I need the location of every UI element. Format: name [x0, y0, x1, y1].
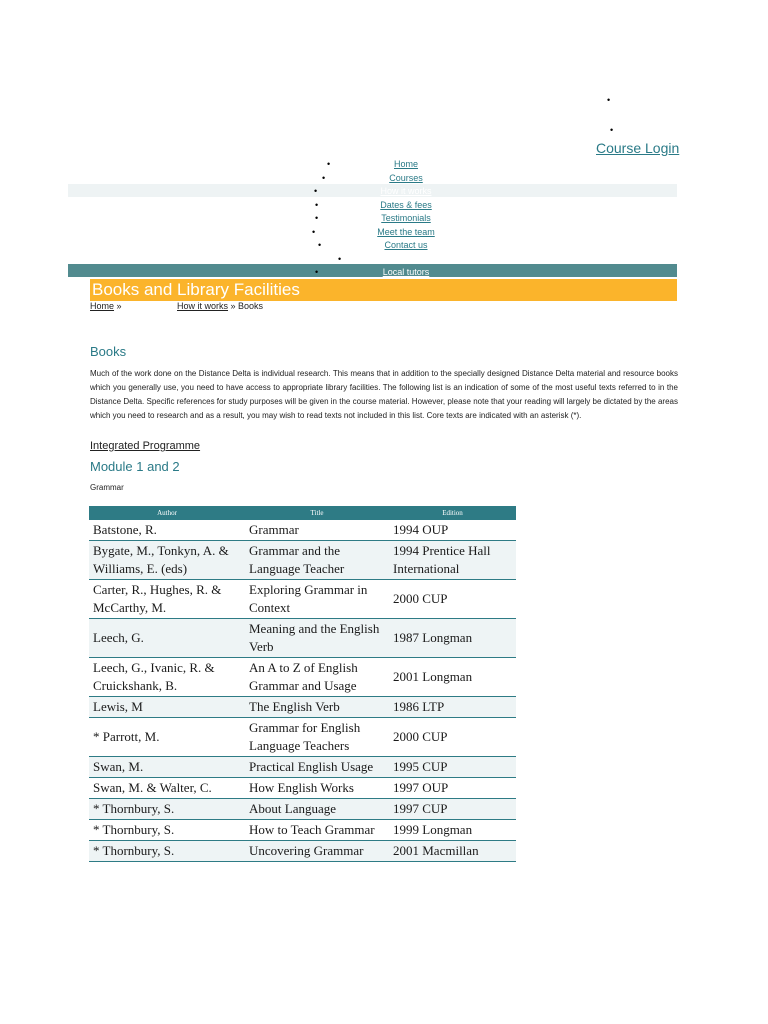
cell-author: Swan, M. & Walter, C. [89, 778, 245, 799]
nav-link-local-tutors[interactable]: Local tutors [382, 267, 430, 277]
cell-title: Grammar for English Language Teachers [245, 718, 389, 757]
nav-link-home[interactable]: Home [393, 159, 419, 169]
nav-bullet: • [318, 240, 322, 250]
page-title: Books and Library Facilities [92, 280, 300, 299]
table-row [89, 778, 516, 799]
integrated-programme-link[interactable]: Integrated Programme [90, 440, 201, 452]
nav-link-dates-fees[interactable]: Dates & fees [380, 200, 432, 210]
top-bullet: • [607, 95, 611, 105]
nav-bullet: • [338, 254, 342, 264]
cell-title: Practical English Usage [245, 757, 389, 778]
table-row [89, 718, 516, 757]
nav-item-contact-us [0, 238, 768, 252]
nav-item-meet-the-team [0, 225, 768, 239]
nav-bullet: • [315, 213, 319, 223]
cell-edition: 1987 Longman [389, 619, 516, 658]
cell-edition: 2001 Longman [389, 658, 516, 697]
intro-paragraph: Much of the work done on the Distance Delta is individual research. This means that in addition to the specially designed Distance Delta material and resource books which you generally use, you need to have access to appropriate library facilities. The following list is an indication of some of the most useful texts referred to in the Distance Delta. Specific references for study purposes will be given in the course material. However, please note that your reading will largely be dictated by the areas which you need to research and as a result, you may wish to read texts not included in this list. Core texts are indicated with an asterisk (*). [90, 369, 678, 420]
cell-author: Leech, G., Ivanic, R. & Cruickshank, B. [89, 658, 245, 697]
cell-author: Batstone, R. [89, 520, 245, 541]
cell-title: Grammar [245, 520, 389, 541]
cell-edition: 1994 OUP [389, 520, 516, 541]
cell-author: * Thornbury, S. [89, 841, 245, 862]
column-header-author: Author [89, 506, 245, 520]
nav-item-local-tutors [0, 265, 768, 279]
nav-bullet: • [315, 200, 319, 210]
cell-author: * Thornbury, S. [89, 820, 245, 841]
nav-item-courses [0, 171, 768, 185]
nav-bullet: • [322, 173, 326, 183]
cell-author: Lewis, M [89, 697, 245, 718]
cell-author: Swan, M. [89, 757, 245, 778]
top-bullet: • [610, 125, 614, 135]
nav-bullet: • [327, 159, 331, 169]
cell-title: Uncovering Grammar [245, 841, 389, 862]
cell-title: About Language [245, 799, 389, 820]
nav-link-testimonials[interactable]: Testimonials [381, 213, 431, 223]
cell-author: * Thornbury, S. [89, 799, 245, 820]
table-row [89, 820, 516, 841]
table-row [89, 799, 516, 820]
cell-title: An A to Z of English Grammar and Usage [245, 658, 389, 697]
cell-edition: 2001 Macmillan [389, 841, 516, 862]
cell-edition: 2000 CUP [389, 580, 516, 619]
nav-bullet: • [314, 186, 318, 196]
books-table [89, 506, 516, 862]
cell-title: The English Verb [245, 697, 389, 718]
nav-item-how-it-works [0, 184, 768, 198]
cell-author: Carter, R., Hughes, R. & McCarthy, M. [89, 580, 245, 619]
category-label: Grammar [90, 483, 124, 492]
cell-title: Meaning and the English Verb [245, 619, 389, 658]
table-row [89, 658, 516, 697]
table-header-row [89, 506, 516, 520]
cell-edition: 2000 CUP [389, 718, 516, 757]
cell-author: Bygate, M., Tonkyn, A. & Williams, E. (eds) [89, 541, 245, 580]
nav-link-how-it-works[interactable]: How it works [380, 186, 432, 196]
breadcrumb-home[interactable]: Home [90, 301, 115, 311]
nav-link-contact-us[interactable]: Contact us [384, 240, 428, 250]
cell-edition: 1999 Longman [389, 820, 516, 841]
nav-link-meet-the-team[interactable]: Meet the team [377, 227, 435, 237]
section-heading: Books [90, 344, 127, 359]
table-row [89, 697, 516, 718]
table-row [89, 541, 516, 580]
table-row [89, 520, 516, 541]
nav-item-empty [0, 252, 768, 266]
table-row [89, 580, 516, 619]
cell-edition: 1994 Prentice Hall International [389, 541, 516, 580]
table-row [89, 841, 516, 862]
nav-item-dates-fees [0, 198, 768, 212]
cell-edition: 1997 OUP [389, 778, 516, 799]
cell-title: How English Works [245, 778, 389, 799]
page-title-bar [90, 279, 677, 301]
breadcrumb-how-it-works[interactable]: How it works [177, 301, 229, 311]
cell-title: Grammar and the Language Teacher [245, 541, 389, 580]
course-login-link[interactable]: Course Login [596, 140, 680, 156]
cell-author: * Parrott, M. [89, 718, 245, 757]
nav-bullet: • [312, 227, 316, 237]
cell-author: Leech, G. [89, 619, 245, 658]
breadcrumb-current: » Books [228, 301, 264, 311]
column-header-title: Title [245, 506, 389, 520]
cell-edition: 1997 CUP [389, 799, 516, 820]
cell-edition: 1986 LTP [389, 697, 516, 718]
nav-bullet: • [315, 267, 319, 277]
breadcrumb-separator: » [114, 301, 122, 311]
column-header-edition: Edition [389, 506, 516, 520]
cell-title: How to Teach Grammar [245, 820, 389, 841]
nav-item-home [0, 157, 768, 171]
table-row [89, 757, 516, 778]
nav-link-courses[interactable]: Courses [389, 173, 423, 183]
nav-item-testimonials [0, 211, 768, 225]
cell-edition: 1995 CUP [389, 757, 516, 778]
cell-title: Exploring Grammar in Context [245, 580, 389, 619]
table-row [89, 619, 516, 658]
module-heading: Module 1 and 2 [90, 459, 180, 474]
